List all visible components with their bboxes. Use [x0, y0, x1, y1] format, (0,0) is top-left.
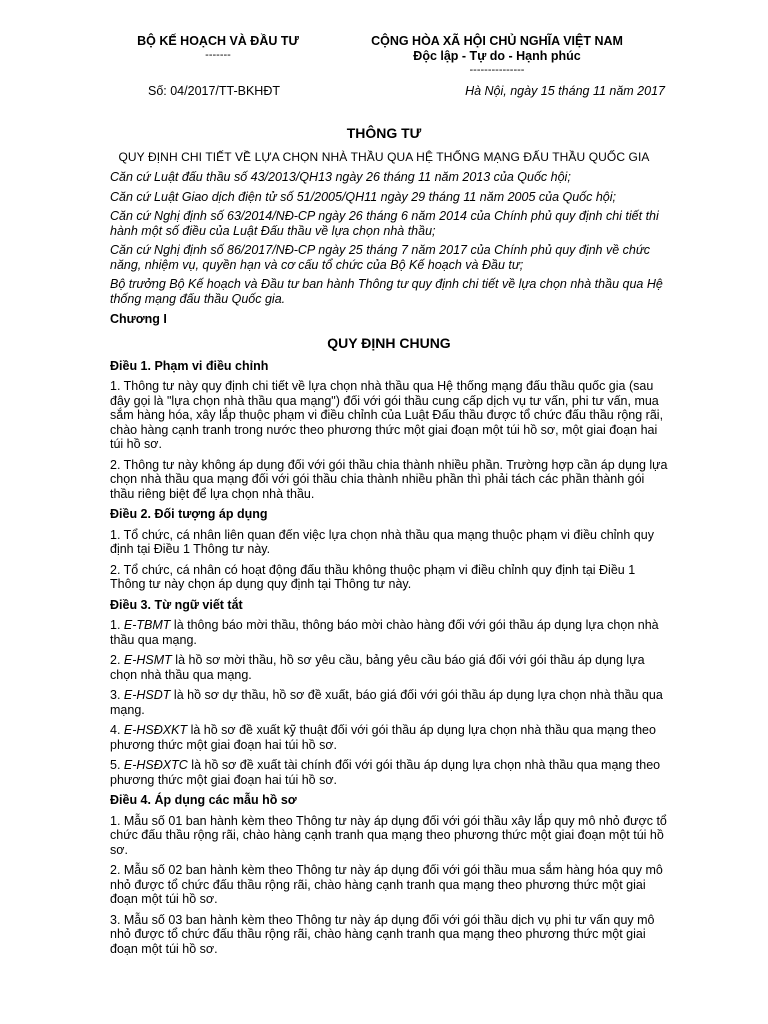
article-4-clause-3: 3. Mẫu số 03 ban hành kèm theo Thông tư này áp dụng đối với gói thầu dịch vụ phi tư vấn quy mô nhỏ được tổ chức đấu thầu rộng rãi, chào hàng cạnh tranh qua mạng theo phương thức một giai đoạn một túi hồ sơ. — [110, 912, 655, 956]
legal-basis: Căn cứ Nghị định số 86/2017/NĐ-CP ngày 25 tháng 7 năm 2017 của Chính phủ quy định về chức năng, nhiệm vụ, quyền hạn và cơ cấu tổ chức của Bộ Kế hoạch và Đầu tư; — [110, 243, 651, 272]
document-body — [110, 170, 668, 962]
abbreviation-definition: là hồ sơ dự thầu, hồ sơ đề xuất, báo giá đối với gói thầu áp dụng lựa chọn nhà thầu qua mạng. — [110, 688, 663, 717]
ministry-name: BỘ KẾ HOẠCH VÀ ĐẦU TƯ — [137, 34, 299, 48]
item-number: 1. — [110, 618, 124, 632]
legal-basis: Căn cứ Luật đấu thầu số 43/2013/QH13 ngày 26 tháng 11 năm 2013 của Quốc hội; — [110, 170, 571, 184]
abbreviation-definition: là hồ sơ mời thầu, hồ sơ yêu cầu, bảng yêu cầu báo giá đối với gói thầu áp dụng lựa chọn nhà thầu qua mạng. — [110, 653, 645, 682]
article-4-clause-1: 1. Mẫu số 01 ban hành kèm theo Thông tư này áp dụng đối với gói thầu xây lắp quy mô nhỏ được tổ chức đấu thầu rộng rãi, chào hàng cạnh tranh qua mạng theo phương thức một giai đoạn một túi hồ sơ. — [110, 813, 667, 857]
legal-basis: Căn cứ Luật Giao dịch điện tử số 51/2005/QH11 ngày 29 tháng 11 năm 2005 của Quốc hội; — [110, 189, 616, 204]
article-3-title: Điều 3. Từ ngữ viết tắt — [110, 597, 243, 612]
abbreviation-item — [110, 688, 668, 717]
abbreviation-term: E-HSĐXKT — [123, 723, 188, 737]
abbreviation-definition: là hồ sơ đề xuất tài chính đối với gói thầu áp dụng lựa chọn nhà thầu qua mạng theo phương thức một giai đoạn hai túi hồ sơ. — [110, 758, 661, 787]
abbreviation-term: E-HSMT — [123, 653, 172, 667]
document-number: Số: 04/2017/TT-BKHĐT — [148, 84, 281, 98]
abbreviation-item — [110, 618, 668, 647]
motto: Độc lập - Tự do - Hạnh phúc — [413, 49, 581, 63]
document-subtitle: QUY ĐỊNH CHI TIẾT VỀ LỰA CHỌN NHÀ THẦU QUA HỆ THỐNG MẠNG ĐẤU THẦU QUỐC GIA — [118, 150, 650, 164]
document-title: THÔNG TƯ — [346, 125, 422, 141]
article-2-clause-1: 1. Tổ chức, cá nhân liên quan đến việc lựa chọn nhà thầu qua mạng thuộc phạm vi điều chỉnh quy định tại Điều 1 Thông tư này. — [110, 527, 654, 556]
item-number: 3. — [110, 688, 124, 702]
motto-separator: --------------- — [469, 64, 525, 76]
abbreviation-term: E-TBMT — [123, 618, 171, 632]
article-4-clause-2: 2. Mẫu số 02 ban hành kèm theo Thông tư này áp dụng đối với gói thầu mua sắm hàng hóa quy mô nhỏ được tổ chức đấu thầu rộng rãi, chào hàng cạnh tranh qua mạng theo phương thức một giai đoạn một túi hồ sơ. — [110, 863, 663, 906]
article-4-title: Điều 4. Áp dụng các mẫu hồ sơ — [110, 793, 297, 807]
article-1-clause-2: 2. Thông tư này không áp dụng đối với gói thầu chia thành nhiều phần. Trường hợp cần áp dụng lựa chọn nhà thầu qua mạng đối với gói thầu chia thành nhiều phần thì phải tách các phần thành gói thầu riêng biệt để lựa chọn nhà thầu. — [110, 457, 668, 501]
national-motto-block — [330, 34, 664, 77]
abbreviation-item — [110, 758, 668, 787]
item-number: 5. — [110, 758, 124, 772]
legal-basis: Căn cứ Nghị định số 63/2014/NĐ-CP ngày 26 tháng 6 năm 2014 của Chính phủ quy định chi tiết thi hành một số điều của Luật Đấu thầu về lựa chọn nhà thầu; — [110, 209, 659, 238]
legal-basis: Bộ trưởng Bộ Kế hoạch và Đầu tư ban hành Thông tư quy định chi tiết về lựa chọn nhà thầu qua Hệ thống mạng đấu thầu Quốc gia. — [110, 277, 663, 306]
article-1-clause-1: 1. Thông tư này quy định chi tiết về lựa chọn nhà thầu qua Hệ thống mạng đấu thầu quốc gia (sau đây gọi là "lựa chọn nhà thầu qua mạng") đối với gói thầu cung cấp dịch vụ tư vấn, phi tư vấn, mua sắm hàng hóa, xây lắp thuộc phạm vi điều chỉnh của Luật Đấu thầu được tổ chức đấu thầu rộng rãi, chào hàng cạnh tranh trong nước theo phương thức một giai đoạn một túi hồ sơ, một giai đoạn hai túi hồ sơ. — [110, 379, 664, 451]
abbreviation-definition: là hồ sơ đề xuất kỹ thuật đối với gói thầu áp dụng lựa chọn nhà thầu qua mạng theo phương thức một giai đoạn hai túi hồ sơ. — [110, 723, 656, 752]
chapter-label: Chương I — [110, 312, 167, 326]
issuer-block — [112, 34, 324, 62]
abbreviation-item — [110, 653, 668, 682]
article-2-clause-2: 2. Tổ chức, cá nhân có hoạt động đấu thầu không thuộc phạm vi điều chỉnh quy định tại Điều 1 Thông tư này chọn áp dụng quy định tại Thông tư này. — [110, 562, 636, 591]
republic-name: CỘNG HÒA XÃ HỘI CHỦ NGHĨA VIỆT NAM — [371, 34, 623, 48]
ministry-separator: ------- — [205, 49, 231, 61]
article-2-title: Điều 2. Đối tượng áp dụng — [110, 507, 268, 521]
item-number: 4. — [110, 723, 124, 737]
chapter-title: QUY ĐỊNH CHUNG — [327, 334, 451, 351]
article-1-title: Điều 1. Phạm vi điều chỉnh — [110, 358, 269, 373]
abbreviation-definition: là thông báo mời thầu, thông báo mời chào hàng đối với gói thầu áp dụng lựa chọn nhà thầu qua mạng. — [110, 618, 659, 647]
document-date: Hà Nội, ngày 15 tháng 11 năm 2017 — [465, 84, 665, 98]
abbreviation-item — [110, 723, 668, 752]
abbreviation-term: E-HSDT — [123, 688, 171, 702]
item-number: 2. — [110, 653, 124, 667]
abbreviation-term: E-HSĐXTC — [123, 758, 188, 772]
